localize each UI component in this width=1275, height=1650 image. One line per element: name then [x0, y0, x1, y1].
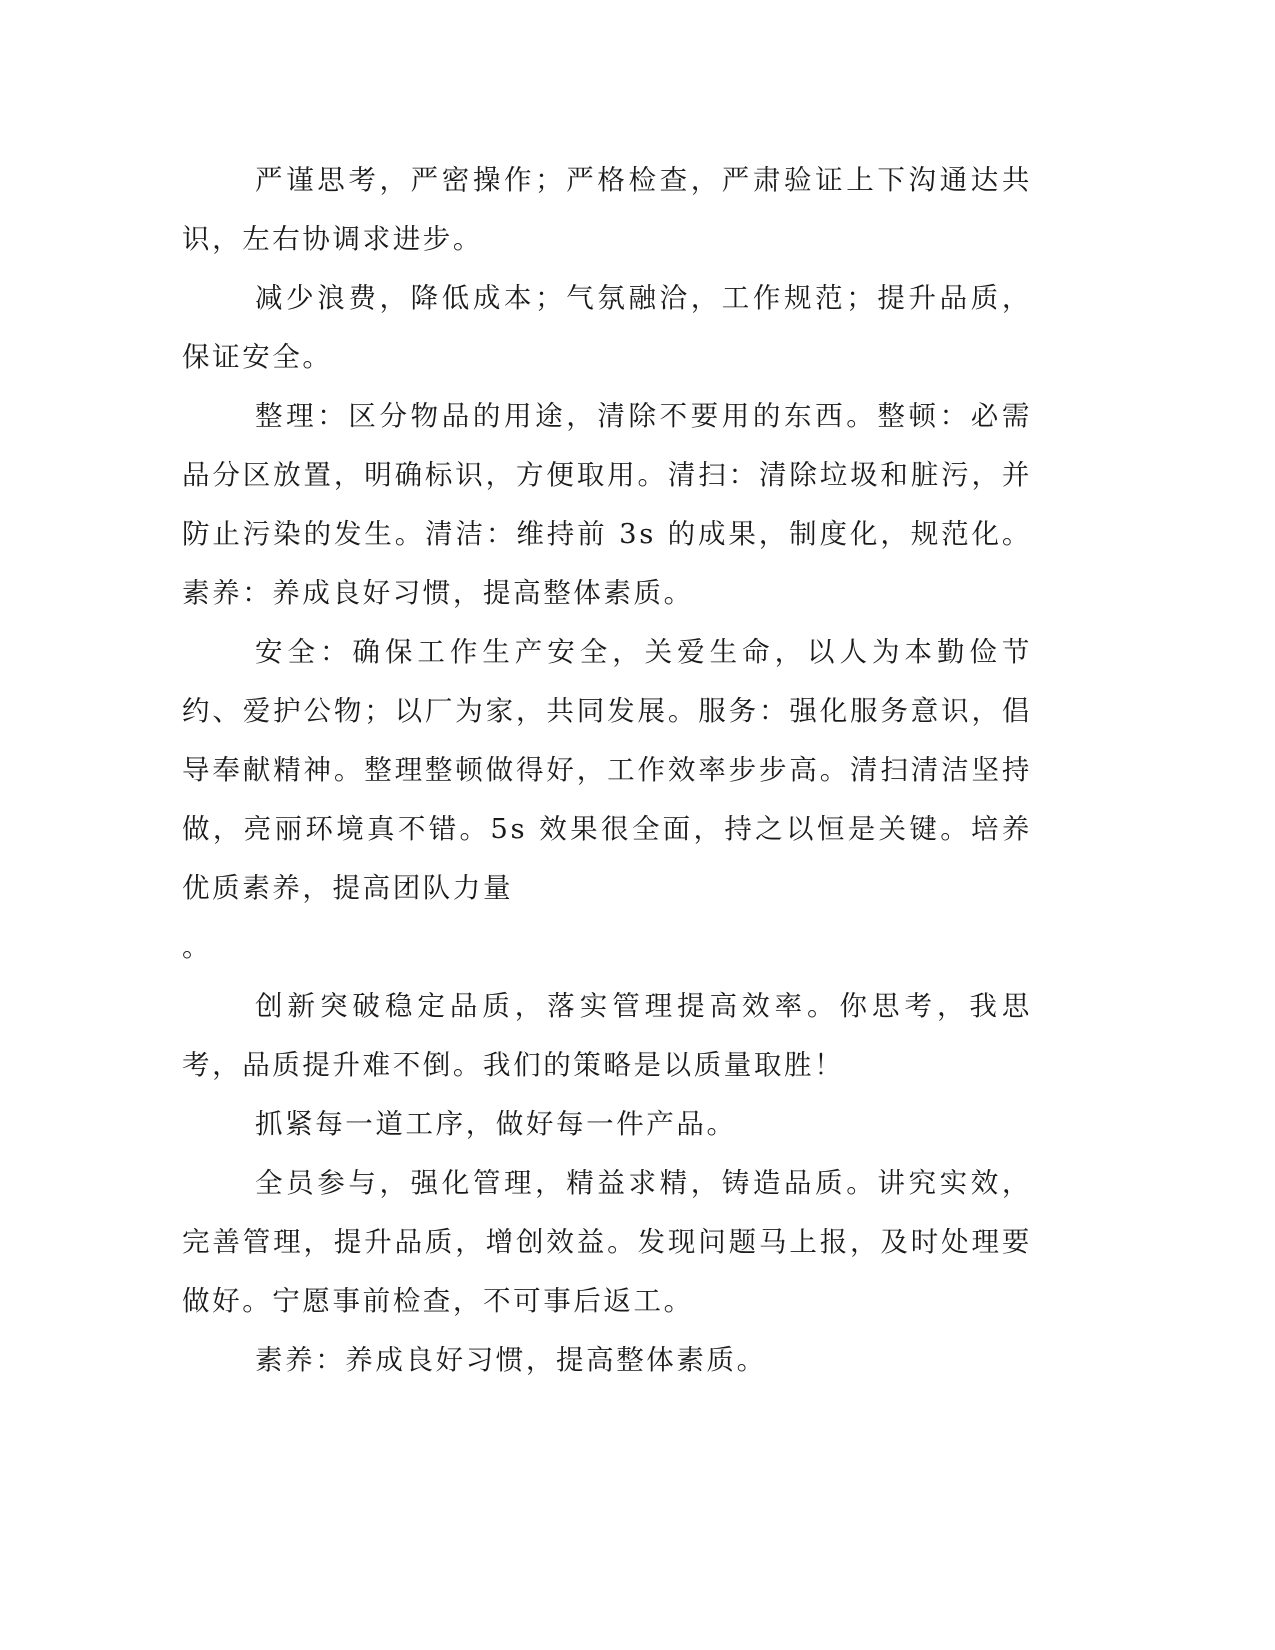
paragraph-7: 全员参与，强化管理，精益求精，铸造品质。讲究实效，完善管理，提升品质，增创效益。发现问题马上报，及时处理要做好。宁愿事前检查，不可事后返工。	[182, 1167, 1032, 1317]
paragraph-1: 严谨思考，严密操作；严格检查，严肃验证上下沟通达共识，左右协调求进步。	[182, 164, 1032, 255]
paragraph-8: 素养：养成良好习惯，提高整体素质。	[255, 1344, 767, 1376]
paragraph-3: 整理：区分物品的用途，清除不要用的东西。整顿：必需品分区放置，明确标识，方便取用。清扫：清除垃圾和脏污，并防止污染的发生。清洁：维持前 3s 的成果，制度化，规范化。素养：养成良好习惯，提高整体素质。	[182, 400, 1032, 609]
paragraph-2: 减少浪费，降低成本；气氛融洽，工作规范；提升品质，保证安全。	[182, 282, 1032, 373]
paragraph-5: 创新突破稳定品质，落实管理提高效率。你思考，我思考，品质提升难不倒。我们的策略是以质量取胜！	[182, 990, 1032, 1081]
paragraph-4: 安全：确保工作生产安全，关爱生命，以人为本勤俭节约、爱护公物；以厂为家，共同发展。服务：强化服务意识，倡导奉献精神。整理整顿做得好，工作效率步步高。清扫清洁坚持做，亮丽环境真不错。5s 效果很全面，持之以恒是关键。培养优质素养，提高团队力量	[182, 636, 1032, 904]
paragraph-4-trailing-punctuation: 。	[182, 931, 213, 963]
document-body	[182, 151, 1032, 1390]
paragraph-6: 抓紧每一道工序，做好每一件产品。	[255, 1108, 737, 1140]
